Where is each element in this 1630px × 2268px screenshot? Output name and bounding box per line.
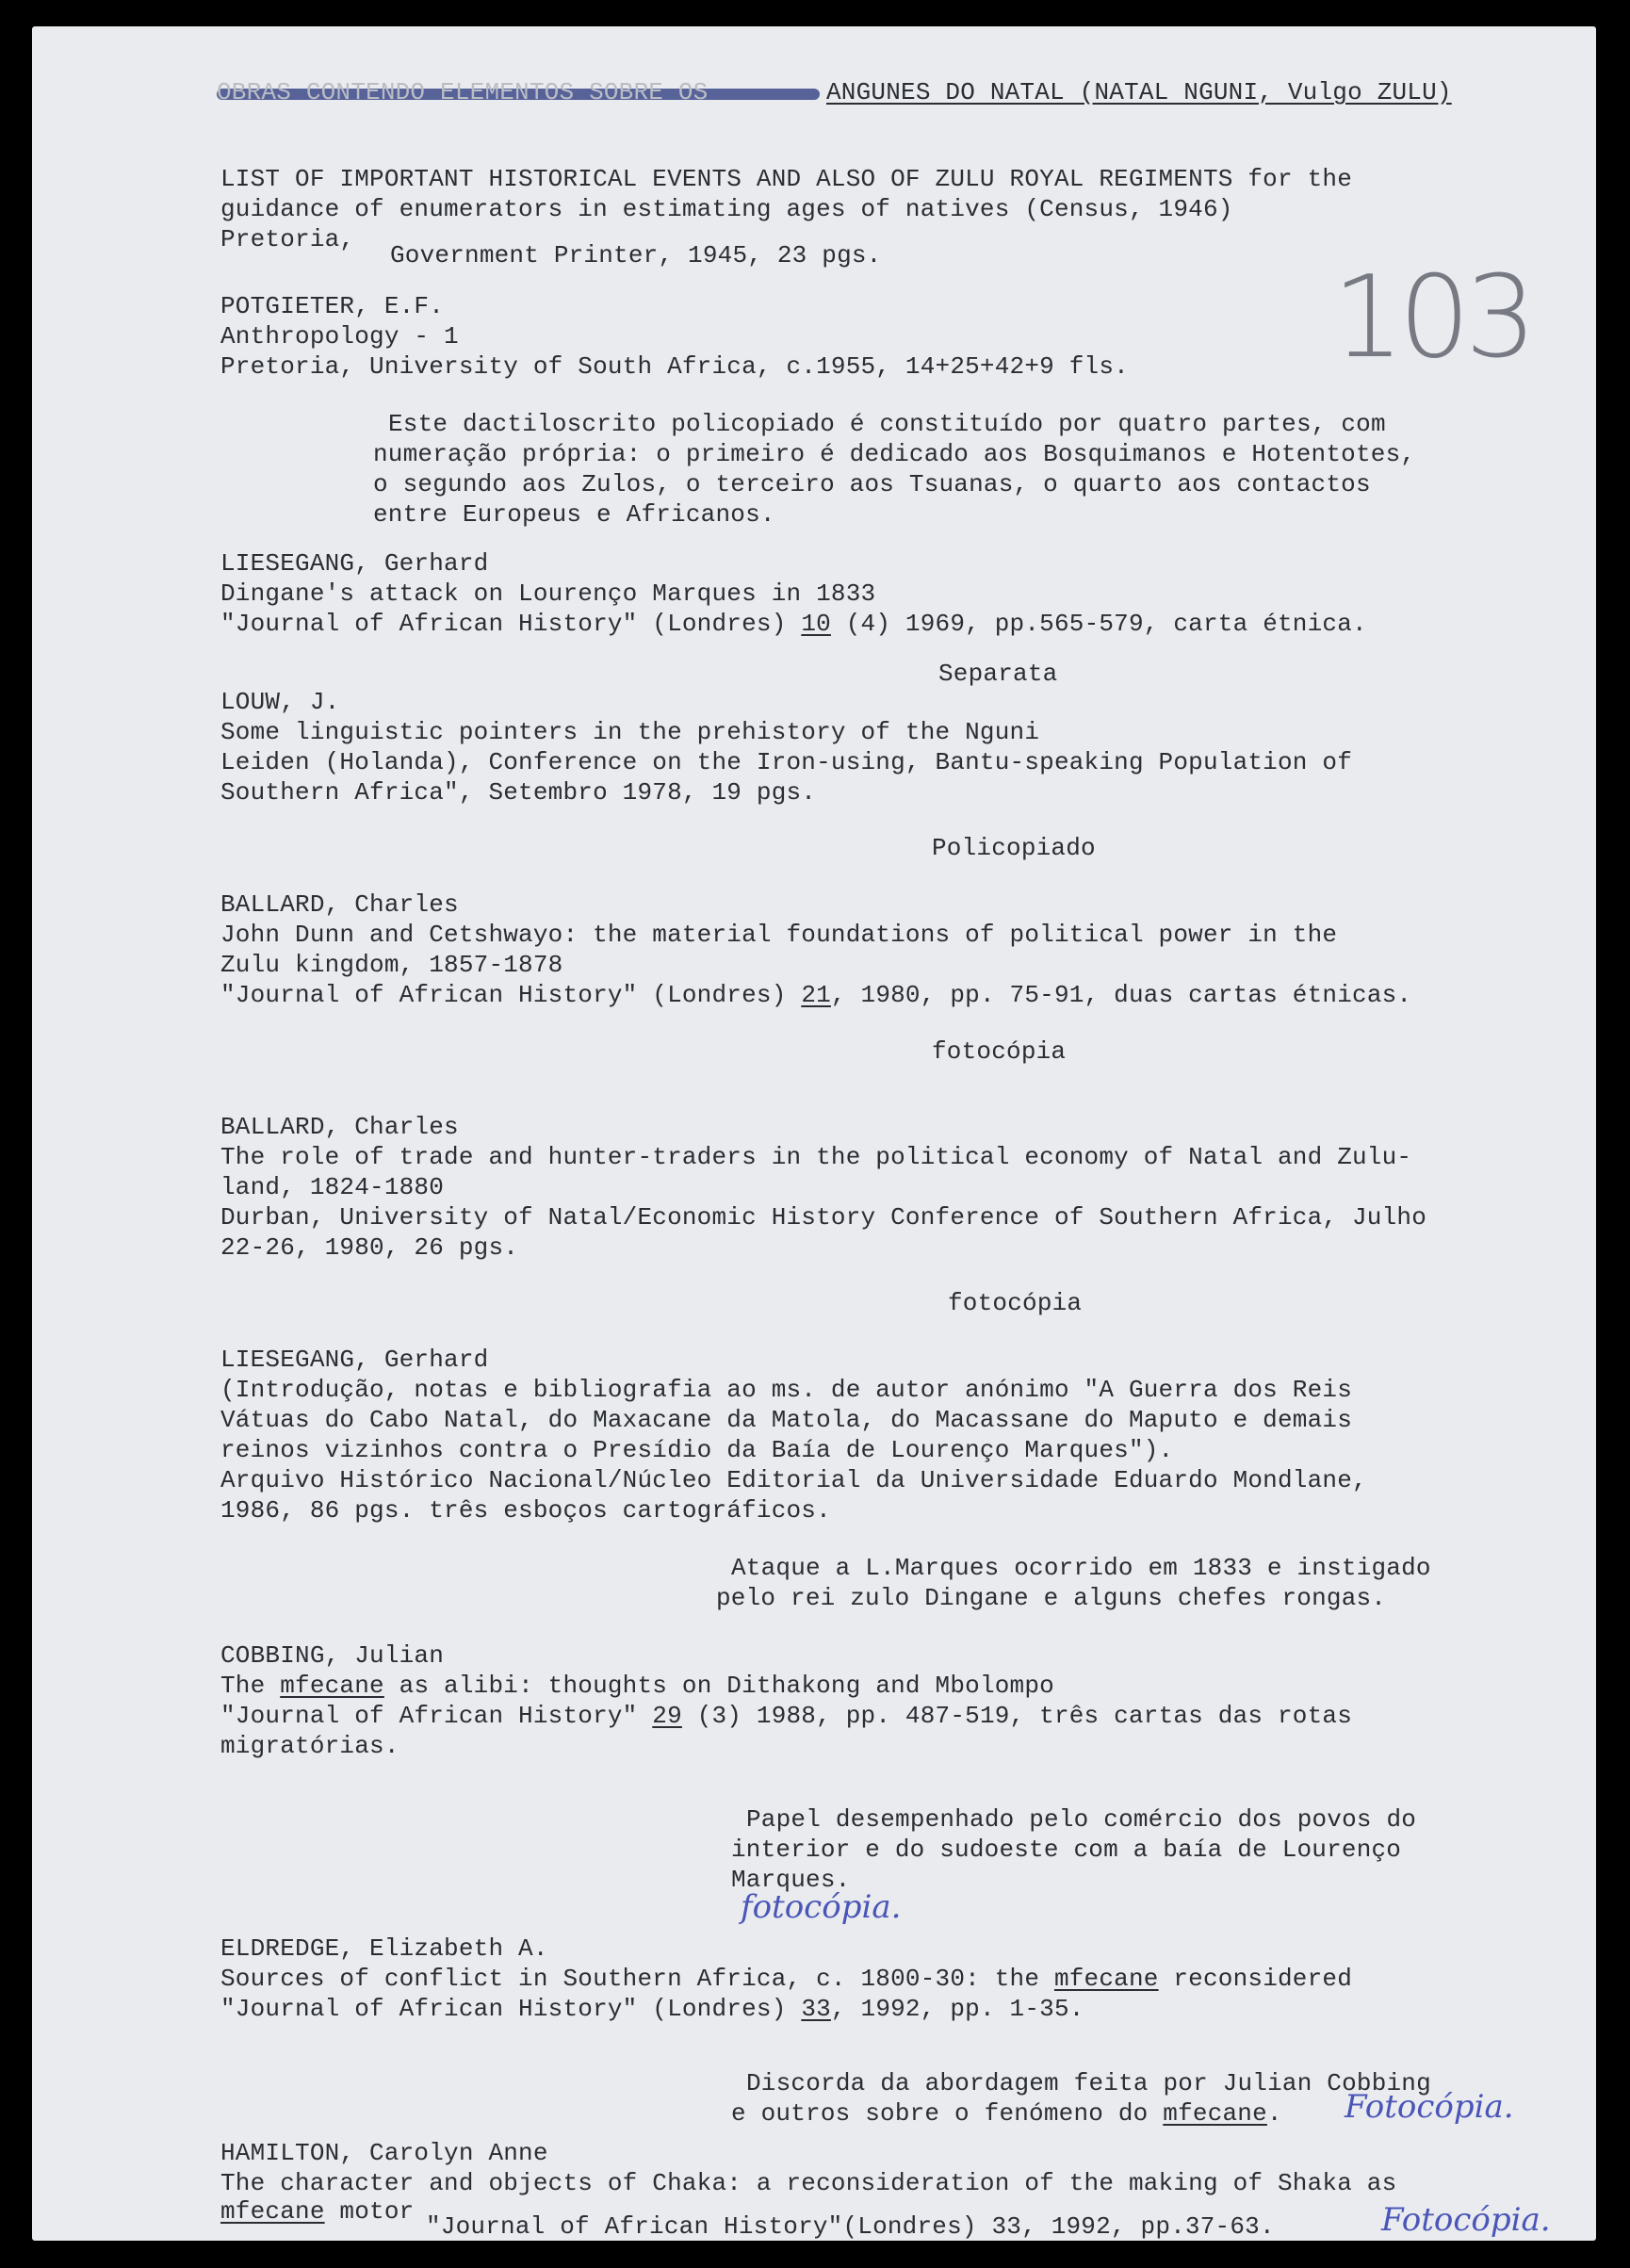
handwritten-note: fotocópia. (741, 1888, 902, 1926)
entry-line: John Dunn and Cetshwayo: the material foundations of political power in the (220, 921, 1338, 949)
entry-note-line: interior e do sudoeste com a baía de Lourenço (731, 1836, 1402, 1864)
entry-line: Durban, University of Natal/Economic History Conference of Southern Africa, Julho (220, 1203, 1427, 1232)
entry-line: Some linguistic pointers in the prehistory of the Nguni (220, 718, 1040, 746)
entry-title (220, 1965, 1352, 1993)
entry-line: The role of trade and hunter-traders in the political economy of Natal and Zulu- (220, 1143, 1412, 1171)
entry-note-line: Discorda da abordagem feita por Julian Cobbing (746, 2069, 1431, 2097)
entry-line: 1986, 86 pgs. três esboços cartográficos. (220, 1496, 831, 1525)
entry-line: reinos vizinhos contra o Presídio da Baía de Lourenço Marques"). (220, 1436, 1174, 1464)
entry-line: Anthropology - 1 (220, 322, 459, 351)
entry-journal: "Journal of African History"(Londres) 33, 1992, pp.37-63. (426, 2212, 1275, 2241)
title-term: mfecane (1053, 1965, 1159, 1993)
entry-note-line: entre Europeus e Africanos. (373, 500, 775, 529)
title-part: The (220, 1672, 281, 1700)
journal-details: (4) 1969, pp.565-579, carta étnica. (830, 610, 1367, 638)
note-term: mfecane (1163, 2099, 1267, 2128)
journal-volume: 10 (801, 610, 831, 638)
entry-line: Leiden (Holanda), Conference on the Iron-using, Bantu-speaking Population of (220, 748, 1352, 776)
journal-details: (3) 1988, pp. 487-519, três cartas das rotas (681, 1702, 1353, 1730)
entry-note-line: Marques. (731, 1866, 851, 1894)
title-part: reconsidered (1158, 1965, 1353, 1993)
entry-note-line: numeração própria: o primeiro é dedicado aos Bosquimanos e Hotentotes, (373, 440, 1416, 468)
entry-line: (Introdução, notas e bibliografia ao ms. de autor anónimo "A Guerra dos Reis (220, 1376, 1352, 1404)
entry-author: BALLARD, Charles (220, 890, 459, 919)
entry-line: Vátuas do Cabo Natal, do Maxacane da Matola, do Macassane do Maputo e demais (220, 1406, 1352, 1434)
entry-note-line: Este dactiloscrito policopiado é constituído por quatro partes, com (388, 410, 1386, 438)
entry-author: LOUW, J. (220, 688, 340, 716)
entry-author: HAMILTON, Carolyn Anne (220, 2139, 548, 2167)
entry-journal (220, 981, 1411, 1009)
note-part: . (1266, 2099, 1282, 2128)
entry-line: LIST OF IMPORTANT HISTORICAL EVENTS AND ALSO OF ZULU ROYAL REGIMENTS for the (220, 165, 1352, 193)
entry-author: ELDREDGE, Elizabeth A. (220, 1934, 548, 1963)
entry-status: fotocópia (948, 1289, 1083, 1317)
title-part: Sources of conflict in Southern Africa, c. 1800-30: the (220, 1965, 1054, 1993)
entry-title (220, 1672, 1054, 1700)
entry-note-line (731, 2099, 1282, 2128)
handwritten-note: Fotocópia. (1345, 2088, 1514, 2126)
entry-line: Southern Africa", Setembro 1978, 19 pgs. (220, 778, 817, 807)
journal-details: , 1992, pp. 1-35. (830, 1995, 1084, 2023)
title-term: mfecane (220, 2197, 325, 2226)
entry-note-line: pelo rei zulo Dingane e alguns chefes rongas. (716, 1584, 1387, 1612)
journal-name: "Journal of African History" (Londres) (220, 1995, 802, 2023)
entry-title-cont (220, 2197, 414, 2226)
entry-journal (220, 1702, 1352, 1730)
header-struck-text: OBRAS CONTENDO ELEMENTOS SOBRE OS (217, 78, 709, 106)
journal-volume: 33 (801, 1995, 831, 2023)
document-page (32, 26, 1596, 2241)
note-part: e outros sobre o fenómeno do (731, 2099, 1164, 2128)
journal-name: "Journal of African History" (Londres) (220, 610, 802, 638)
entry-note-line: Ataque a L.Marques ocorrido em 1833 e instigado (731, 1554, 1431, 1582)
title-term: mfecane (280, 1672, 384, 1700)
entry-pub-city: Pretoria, (220, 225, 355, 253)
entry-author: LIESEGANG, Gerhard (220, 549, 489, 578)
handwritten-note: Fotocópia. (1381, 2201, 1551, 2239)
entry-line: Dingane's attack on Lourenço Marques in 1833 (220, 579, 876, 608)
header-title: ANGUNES DO NATAL (NATAL NGUNI, Vulgo ZULU) (826, 78, 1452, 106)
entry-line: Arquivo Histórico Nacional/Núcleo Editorial da Universidade Eduardo Mondlane, (220, 1466, 1367, 1494)
entry-line: Pretoria, University of South Africa, c.1955, 14+25+42+9 fls. (220, 352, 1129, 381)
entry-line: Zulu kingdom, 1857-1878 (220, 951, 563, 979)
journal-volume: 21 (801, 981, 831, 1009)
entry-author: COBBING, Julian (220, 1641, 445, 1670)
entry-author: BALLARD, Charles (220, 1113, 459, 1141)
entry-line: migratórias. (220, 1732, 399, 1760)
entry-status: fotocópia (932, 1037, 1067, 1066)
journal-details: , 1980, pp. 75-91, duas cartas étnicas. (830, 981, 1412, 1009)
entry-author: LIESEGANG, Gerhard (220, 1346, 489, 1374)
entry-status: Separata (938, 660, 1058, 688)
entry-note-line: o segundo aos Zulos, o terceiro aos Tsuanas, o quarto aos contactos (373, 470, 1371, 498)
entry-line: guidance of enumerators in estimating ages of natives (Census, 1946) (220, 195, 1233, 223)
entry-journal (220, 610, 1367, 638)
entry-status: Policopiado (932, 834, 1096, 862)
entry-note-line: Papel desempenhado pelo comércio dos povos do (746, 1805, 1417, 1834)
entry-author: POTGIETER, E.F. (220, 292, 445, 320)
journal-name: "Journal of African History" (220, 1702, 653, 1730)
entry-pub-rest: Government Printer, 1945, 23 pgs. (390, 241, 882, 269)
folio-number: 103 (1332, 253, 1532, 383)
journal-name: "Journal of African History" (Londres) (220, 981, 802, 1009)
title-part: motor (324, 2197, 415, 2226)
journal-volume: 29 (652, 1702, 682, 1730)
entry-line: land, 1824-1880 (220, 1173, 445, 1201)
entry-journal (220, 1995, 1084, 2023)
entry-title: The character and objects of Chaka: a reconsideration of the making of Shaka as (220, 2169, 1397, 2197)
entry-line: 22-26, 1980, 26 pgs. (220, 1233, 519, 1262)
title-part: as alibi: thoughts on Dithakong and Mbolompo (383, 1672, 1054, 1700)
